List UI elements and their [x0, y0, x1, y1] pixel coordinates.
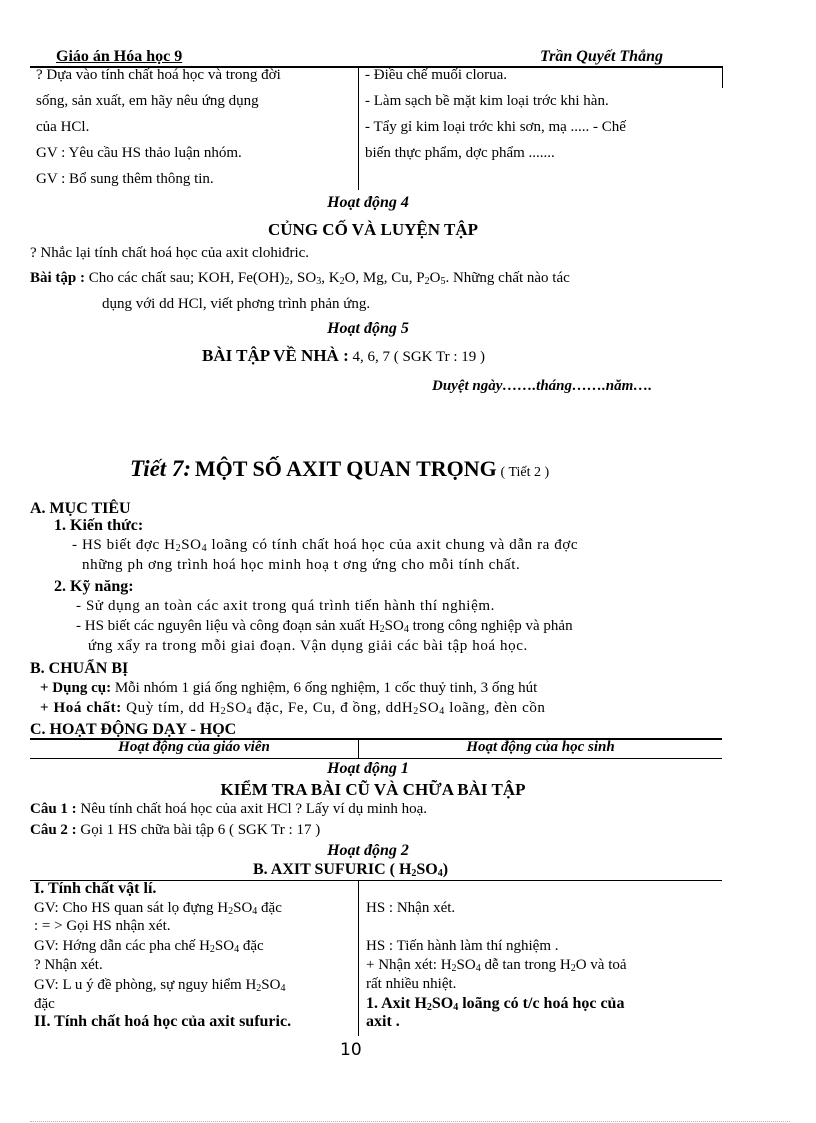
student-line: + Nhận xét: $H_2SO_4$ dễ tan trong $H_2O$ và toả: [366, 957, 627, 974]
teacher-line: GV: Cho HS quan sát lọ đựng $H_2SO_4$ đặc: [34, 900, 282, 917]
col-student: Hoạt động của học sinh: [466, 739, 615, 755]
page-number: 10: [340, 1040, 362, 1060]
knowledge-line2: những ph ơng trình hoá học minh hoạ t ơng ứng cho mỗi tính chất.: [82, 557, 521, 573]
sub: 3: [316, 276, 322, 287]
act2-label: Hoạt động 2: [327, 842, 409, 859]
teacher-line: ? Nhận xét.: [34, 957, 103, 973]
act4-title: CỦNG CỐ VÀ LUYỆN TẬP: [267, 220, 478, 239]
chem-heading: II. Tính chất hoá học của axit sufuric.: [34, 1013, 292, 1030]
homework-value: 4, 6, 7 ( SGK Tr : 19 ): [352, 349, 486, 365]
page-edge-rule: [30, 1121, 790, 1122]
top-left-line: GV : Bổ sung thêm thông tin.: [36, 171, 214, 187]
exercise-text: O, Mg, Cu, P: [344, 270, 425, 286]
top-left-line: ? Dựa vào tính chất hoá học và trong đời: [36, 67, 281, 83]
top-left-line: sống, sản xuất, em hãy nêu ứng dụng: [36, 93, 259, 109]
top-right-line: - Làm sạch bề mặt kim loại trớc khi hàn.: [365, 93, 609, 109]
act1-title: KIỂM TRA BÀI CŨ VÀ CHỮA BÀI TẬP: [220, 780, 526, 799]
act4-exercise: [30, 270, 570, 287]
act4-label: Hoạt động 4: [327, 194, 409, 211]
act4-exercise-line2: dụng với dd HCl, viết phơng trình phản ứng.: [102, 296, 371, 312]
header-left: Giáo án Hóa học 9: [56, 48, 183, 65]
top-right-line: - Tẩy gỉ kim loại trớc khi sơn, mạ ..... - Chế: [365, 119, 626, 135]
chemicals-line: + Hoá chất: Quỳ tím, dd $H_2SO_4$ đặc, Fe, Cu, đ ồng, $ddH_2SO_4$ loãng, đèn cồn: [40, 700, 546, 717]
top-left-line: GV : Yêu cầu HS thảo luận nhóm.: [36, 145, 242, 161]
exercise-text: Cho các chất sau; KOH, Fe(OH): [88, 270, 285, 286]
lesson-title: [130, 456, 549, 482]
student-line: 1. Axit $H_2SO_4$ loãng có t/c hoá học của: [366, 995, 625, 1013]
exercise-label: Bài tập :: [30, 270, 86, 286]
top-table-right-border: [722, 66, 723, 88]
top-right-line: - Điều chế muối clorua.: [365, 67, 508, 83]
act2-table-divider: [358, 880, 359, 1036]
col-teacher: Hoạt động của giáo viên: [118, 739, 270, 755]
act1-q1: Câu 1 : Nêu tính chất hoá học của axit HCl ? Lấy ví dụ minh hoạ.: [30, 801, 427, 817]
sectionC-heading: C. HOẠT ĐỘNG DẠY - HỌC: [30, 721, 237, 738]
top-left-line: của HCl.: [36, 119, 90, 135]
skills-line: - HS biết các nguyên liệu và công đoạn sản xuất $H_2SO_4$ trong công nghiệp và phản: [76, 618, 573, 635]
sub: 5: [440, 276, 446, 287]
student-line: HS : Tiến hành làm thí nghiệm .: [366, 938, 559, 954]
skills-line: - Sử dụng an toàn các axit trong quá trình tiến hành thí nghiệm.: [76, 598, 495, 614]
teacher-line: GV: L u ý đề phòng, sự nguy hiểm $H_2SO_4$: [34, 977, 286, 994]
top-right-line: biến thực phẩm, dợc phẩm .......: [365, 145, 555, 161]
teacher-line: GV: Hớng dẫn các pha chế $H_2SO_4$ đặc: [34, 938, 264, 955]
header-right: Trần Quyết Thắng: [540, 48, 663, 65]
student-line: rất nhiều nhiệt.: [366, 976, 457, 992]
act5-label: Hoạt động 5: [327, 320, 409, 337]
homework-label: BÀI TẬP VỀ NHÀ :: [202, 346, 349, 365]
skills-line3: ứng xẩy ra trong mỗi giai đoạn. Vận dụng giải các bài tập hoá học.: [88, 638, 528, 654]
skills-heading: 2. Kỹ năng:: [54, 578, 134, 595]
sub: 2: [424, 276, 430, 287]
knowledge-heading: 1. Kiến thức:: [54, 517, 144, 534]
knowledge-line: - HS biết đợc $H_2SO_4$ loãng có tính chất hoá học của axit chung và dẫn ra đợc: [72, 537, 579, 554]
act2-title: B. AXIT SUFURIC ( $H_2SO_4$): [253, 861, 449, 879]
top-table-divider: [358, 66, 359, 190]
student-line: axit .: [366, 1013, 400, 1030]
sub: 2: [339, 276, 345, 287]
tools-line: + Dụng cụ: Mỗi nhóm 1 giá ống nghiệm, 6 ống nghiệm, 1 cốc thuỷ tinh, 3 ống hút: [40, 680, 538, 696]
table-head-rule: [30, 758, 722, 759]
act1-label: Hoạt động 1: [327, 760, 409, 777]
exercise-text: O: [429, 270, 441, 286]
exercise-text: , K: [321, 270, 340, 286]
exercise-text: , SO: [289, 270, 317, 286]
teacher-line: : = > Gọi HS nhận xét.: [34, 918, 171, 934]
student-line: HS : Nhận xét.: [366, 900, 456, 916]
act5-homework: [202, 346, 485, 366]
lesson-prefix: Tiết 7:: [130, 456, 192, 481]
act1-q2: Câu 2 : Gọi 1 HS chữa bài tập 6 ( SGK Tr : 17 ): [30, 822, 321, 838]
teacher-line: đặc: [34, 996, 55, 1012]
phys-heading: I. Tính chất vật lí.: [34, 880, 157, 897]
sectionA-heading: A. MỤC TIÊU: [30, 500, 131, 517]
sub: 2: [284, 276, 290, 287]
lesson-name: MỘT SỐ AXIT QUAN TRỌNG: [194, 456, 497, 481]
approval-line: Duyệt ngày…….tháng…….năm….: [432, 378, 653, 394]
lesson-part: ( Tiết 2 ): [500, 465, 550, 480]
sectionB-heading: B. CHUẨN BỊ: [30, 660, 129, 677]
act4-question: ? Nhắc lại tính chất hoá học của axit clohiđric.: [30, 245, 310, 261]
exercise-text: . Những chất nào tác: [445, 270, 570, 286]
